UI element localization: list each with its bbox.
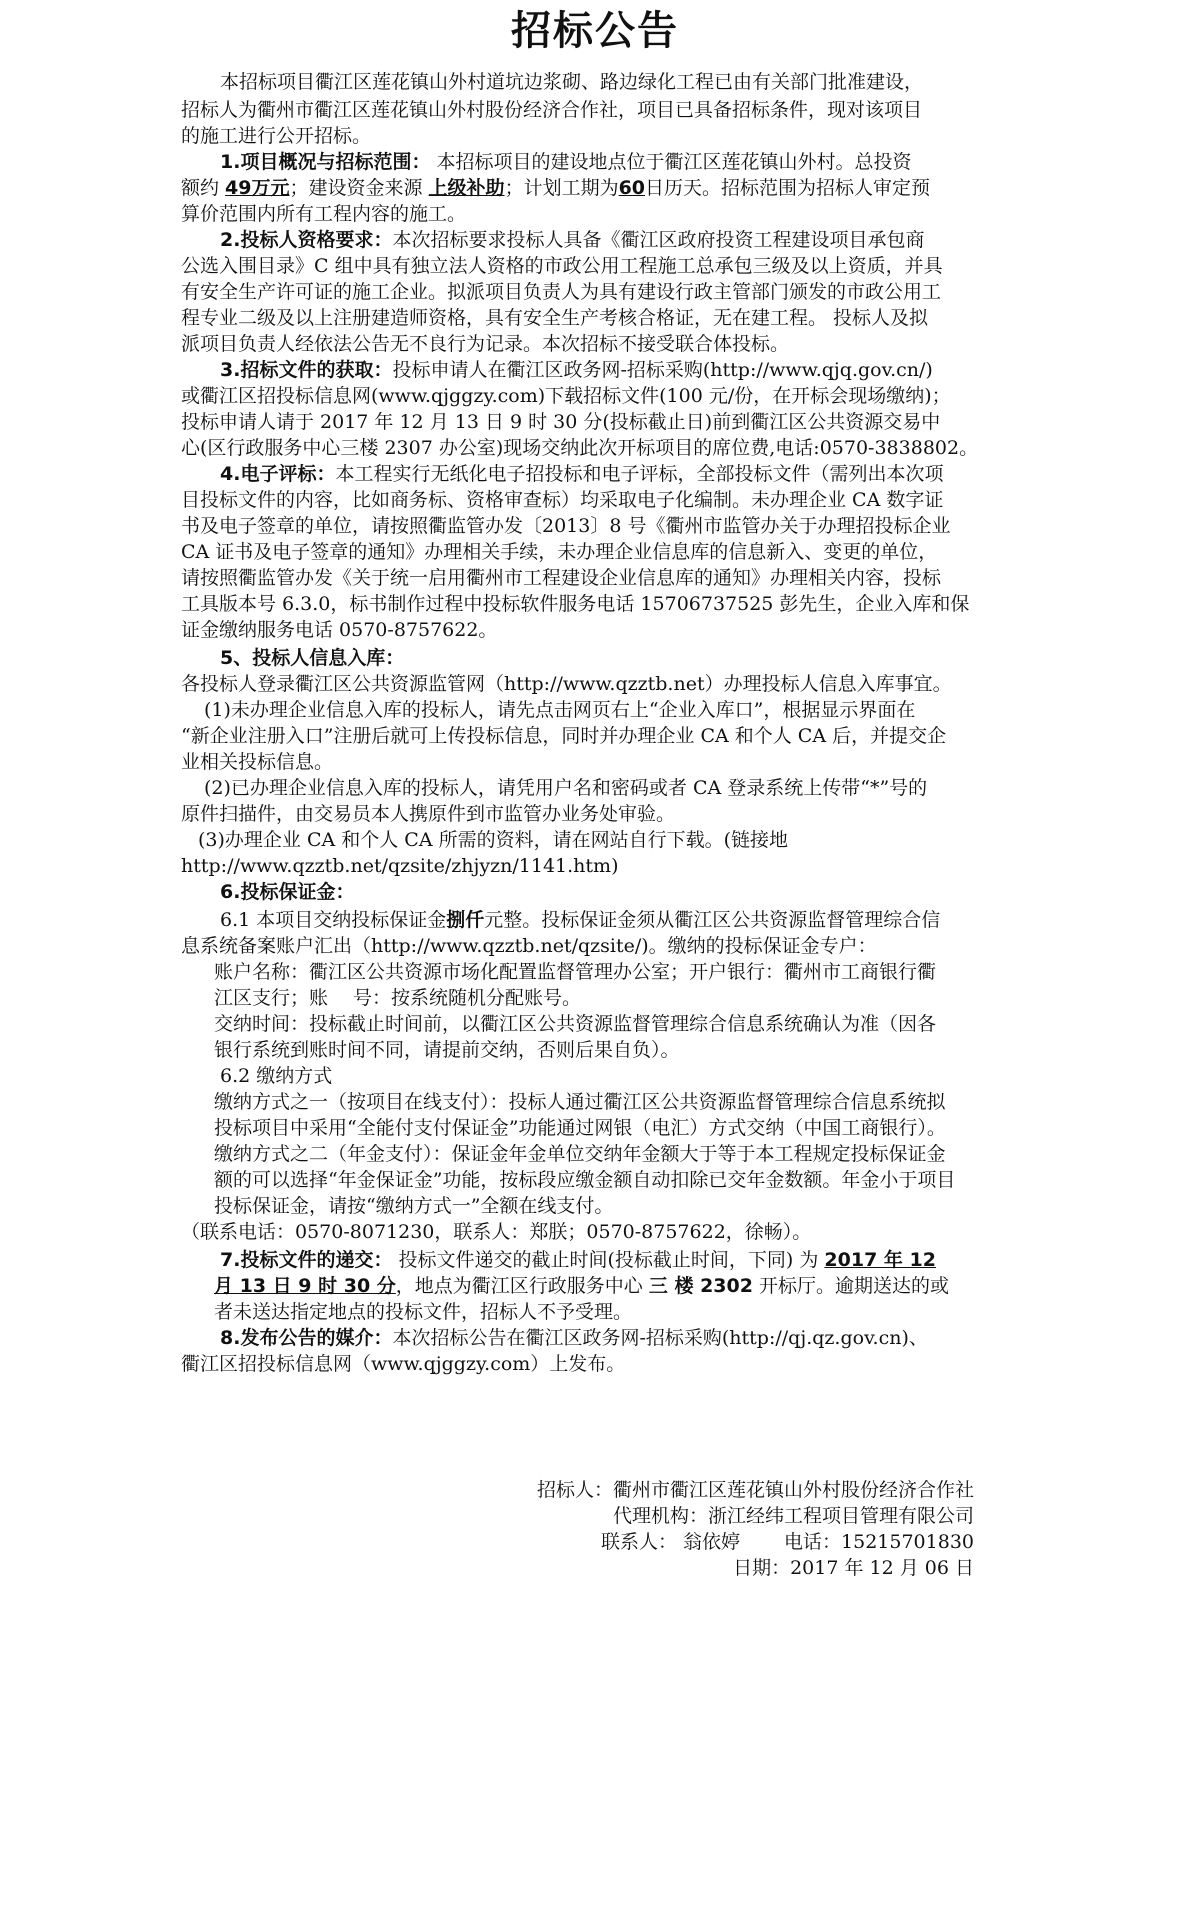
section-5-line: (1)未办理企业信息入库的投标人，请先点击网页右上“企业入库口”，根据显示界面在 [204,699,916,721]
signature-date: 日期：2017 年 12 月 06 日 [733,1557,974,1579]
section-5-line: 原件扫描件，由交易员本人携原件到市监管办业务处审验。 [181,803,676,825]
section-1-line: 算价范围内所有工程内容的施工。 [181,203,467,225]
account-line: 江区支行；账 号：按系统随机分配账号。 [214,987,582,1009]
payment-time-line: 交纳时间：投标截止时间前，以衢江区公共资源监督管理综合信息系统确认为准（因各 [214,1013,937,1035]
section-4-line: 工具版本号 6.3.0，标书制作过程中投标软件服务电话 15706737525 彭先生，企业入库和保 [181,593,970,615]
section-4-line: CA 证书及电子签章的通知》办理相关手续，未办理企业信息库的信息新入、变更的单位， [181,541,938,563]
section-5-line: (2)已办理企业信息入库的投标人，请凭用户名和密码或者 CA 登录系统上传带“*”号的 [204,777,928,799]
section-2-line: 有安全生产许可证的施工企业。拟派项目负责人为具有建设行政主管部门颁发的市政公用工 [181,281,942,303]
section-4-line: 书及电子签章的单位，请按照衢监管办发〔2013〕8 号《衢州市监管办关于办理招投标企业 [181,515,951,537]
section-5-line: (3)办理企业 CA 和个人 CA 所需的资料，请在网站自行下载。(链接地 [198,829,789,851]
account-line: 账户名称：衢江区公共资源市场化配置监督管理办公室；开户银行：衢州市工商银行衢 [214,961,937,983]
section-4-line: 4.电子评标：本工程实行无纸化电子招投标和电子评标，全部投标文件（需列出本次项 [220,463,944,485]
section-3-line: 3.招标文件的获取：投标申请人在衢江区政务网-招标采购(http://www.qjq.gov.cn/) [220,359,933,381]
section-2-line: 公选入围目录》C 组中具有独立法人资格的市政公用工程施工总承包三级及以上资质，并具 [181,255,943,277]
section-6-line: 息系统备案账户汇出（http://www.qzztb.net/qzsite/)。缴纳的投标保证金专户： [181,935,877,957]
payment-method-line: 额的可以选择“年金保证金”功能，按标段应缴金额自动扣除已交年金数额。年金小于项目 [214,1169,956,1191]
deposit-contact-line: （联系电话：0570-8071230，联系人：郑朕；0570-8757622，徐畅）。 [181,1221,812,1243]
intro-line: 本招标项目衢江区莲花镇山外村道坑边浆砌、路边绿化工程已由有关部门批准建设， [220,71,924,93]
payment-method-line: 缴纳方式之二（年金支付）：保证金年金单位交纳年金额大于等于本工程规定投标保证金 [214,1143,946,1165]
section-8-line: 衢江区招投标信息网（www.qjggzy.com）上发布。 [181,1353,626,1375]
section-8-heading: 8.发布公告的媒介： [220,1327,393,1349]
deadline-date: 2017 年 12 [824,1249,936,1271]
duration-days: 60 [618,177,646,199]
section-7-heading: 7.投标文件的递交： [220,1249,393,1271]
section-6-heading: 6.投标保证金： [220,881,355,903]
payment-method-line: 缴纳方式之一（按项目在线支付）：投标人通过衢江区公共资源监督管理综合信息系统拟 [214,1091,946,1113]
section-5-line: “新企业注册入口”注册后就可上传投标信息，同时并办理企业 CA 和个人 CA 后，并提交企 [181,725,947,747]
section-2-line: 程专业二级及以上注册建造师资格，具有安全生产考核合格证，无在建工程。 投标人及拟 [181,307,929,329]
deposit-amount: 捌仟 [446,909,485,931]
section-4-line: 请按照衢监管办发《关于统一启用衢州市工程建设企业信息库的通知》办理相关内容，投标 [181,567,942,589]
section-3-line: 投标申请人请于 2017 年 12 月 13 日 9 时 30 分(投标截止日)前到衢江区公共资源交易中 [181,411,941,433]
deadline-time: 月 13 日 9 时 30 分 [214,1275,396,1297]
payment-time-line: 银行系统到账时间不同，请提前交纳，否则后果自负）。 [214,1039,680,1061]
total-investment: 49万元 [225,177,290,199]
page-title: 招标公告 [511,8,679,54]
section-7-line: 月 13 日 9 时 30 分，地点为衢江区行政服务中心 三 楼 2302 开标厅。逾期送达的或 [214,1275,950,1297]
payment-method-line: 投标项目中采用“全能付支付保证金”功能通过网银（电汇）方式交纳（中国工商银行）。 [214,1117,946,1139]
section-7-line: 者未送达指定地点的投标文件，招标人不予受理。 [214,1301,633,1323]
section-3-line: 心(区行政服务中心三楼 2307 办公室)现场交纳此次开标项目的席位费,电话:0570-3838802。 [181,437,979,459]
section-4-line: 证金缴纳服务电话 0570-8757622。 [181,619,498,641]
section-3-line: 或衢江区招投标信息网(www.qjggzy.com)下载招标文件(100 元/份，在开标会现场缴纳)； [181,385,951,407]
section-5-line: 各投标人登录衢江区公共资源监管网（http://www.qzztb.net）办理投标人信息入库事宜。 [181,673,952,695]
section-1-heading: 1.项目概况与招标范围： [220,151,431,173]
intro-line: 的施工进行公开招标。 [181,125,372,147]
section-5-heading: 5、投标人信息入库： [220,647,405,669]
signature-agent: 代理机构：浙江经纬工程项目管理有限公司 [612,1505,974,1527]
section-2-line: 派项目负责人经依法公告无不良行为记录。本次招标不接受联合体投标。 [181,333,790,355]
section-4-heading: 4.电子评标： [220,463,336,485]
intro-line: 招标人为衢州市衢江区莲花镇山外村股份经济合作社，项目已具备招标条件，现对该项目 [181,99,923,121]
signature-tenderer: 招标人：衢州市衢江区莲花镇山外村股份经济合作社 [536,1479,974,1501]
section-3-heading: 3.招标文件的获取： [220,359,393,381]
section-1-line: 1.项目概况与招标范围： 本招标项目的建设地点位于衢江区莲花镇山外村。总投资 [220,151,912,173]
section-1-line: 额约 49万元；建设资金来源 上级补助；计划工期为60日历天。招标范围为招标人审定预 [181,177,931,199]
section-2-heading: 2.投标人资格要求： [220,229,393,251]
section-8-line: 8.发布公告的媒介：本次招标公告在衢江区政务网-招标采购(http://qj.qz.gov.cn)、 [220,1327,928,1349]
section-2-line: 2.投标人资格要求：本次招标要求投标人具备《衢江区政府投资工程建设项目承包商 [220,229,925,251]
section-5-line: 业相关投标信息。 [181,751,334,773]
section-4-line: 目投标文件的内容，比如商务标、资格审查标）均采取电子化编制。未办理企业 CA 数字证 [181,489,944,511]
funding-source: 上级补助 [428,177,505,199]
bid-opening-room: 三 楼 2302 [648,1275,753,1297]
section-6-subheading: 6.2 缴纳方式 [220,1065,333,1087]
section-6-line: 6.1 本项目交纳投标保证金捌仟元整。投标保证金须从衢江区公共资源监督管理综合信 [220,909,941,931]
payment-method-line: 投标保证金，请按“缴纳方式一”全额在线支付。 [214,1195,614,1217]
signature-contact: 联系人： 翁依婷 电话：15215701830 [600,1531,974,1553]
section-5-link: http://www.qzztb.net/qzsite/zhjyzn/1141.htm) [181,855,619,877]
section-7-line: 7.投标文件的递交： 投标文件递交的截止时间(投标截止时间，下同) 为 2017 年 12 [220,1249,936,1271]
